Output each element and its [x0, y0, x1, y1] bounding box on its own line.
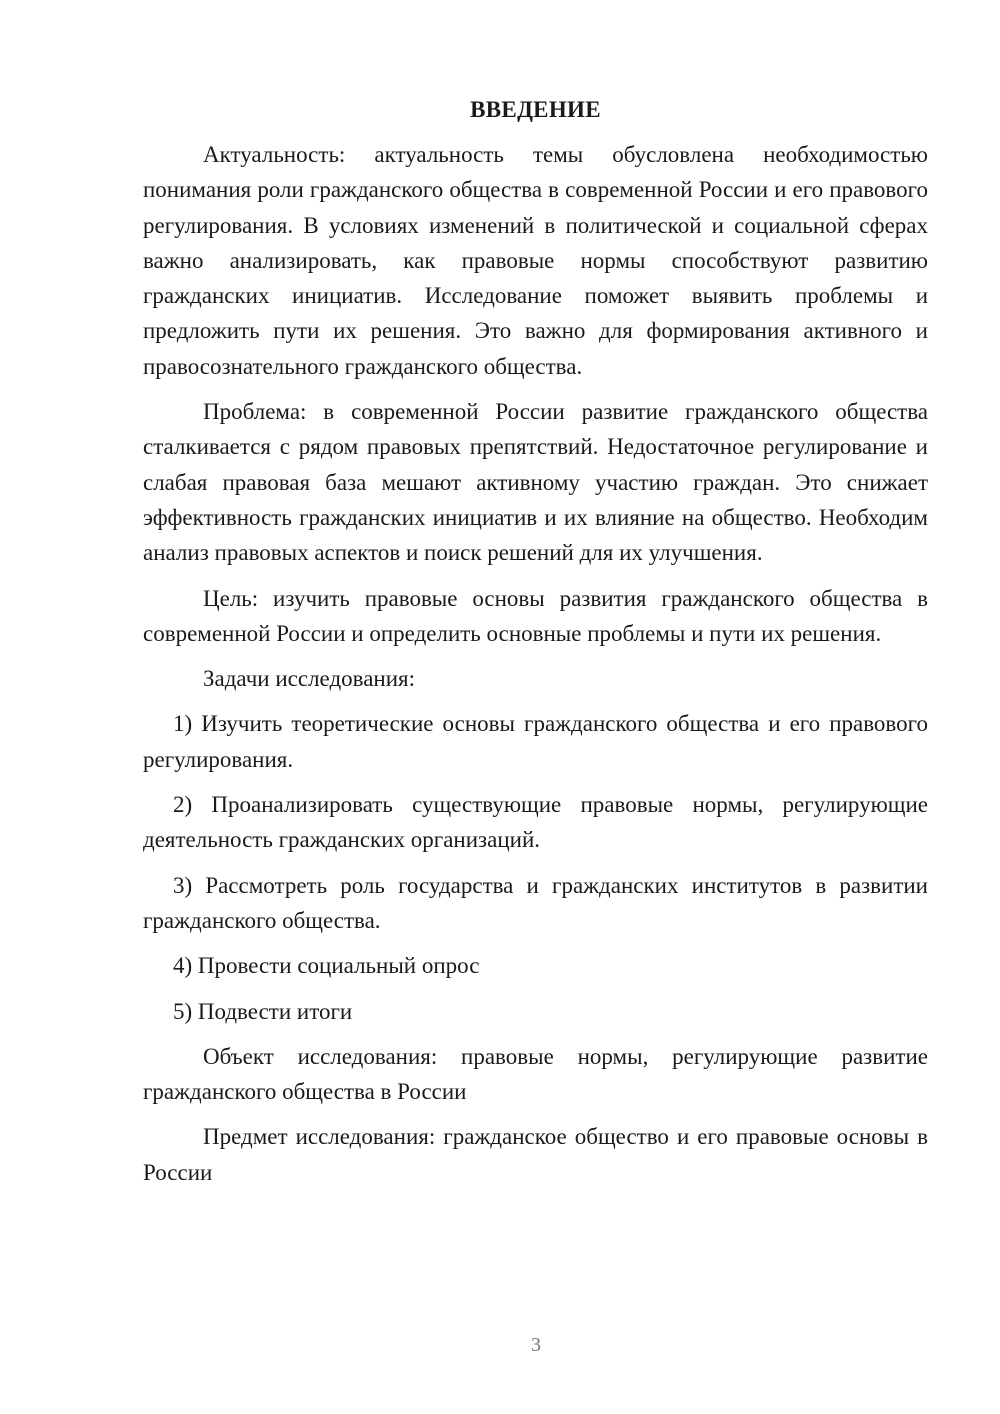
list-item: 1) Изучить теоретические основы гражданского общества и его правового регулирования.: [143, 711, 928, 772]
tasks-list: [143, 706, 928, 1028]
page-content: [143, 95, 928, 1190]
page-title: ВВЕДЕНИЕ: [470, 97, 601, 122]
subject-paragraph: Предмет исследования: гражданское общество и его правовые основы в России: [143, 1124, 928, 1185]
list-item: 5) Подвести итоги: [173, 998, 353, 1024]
list-item: 3) Рассмотреть роль государства и гражданских институтов в развитии гражданского общества.: [143, 872, 928, 933]
tasks-heading: Задачи исследования:: [203, 666, 416, 692]
relevance-paragraph: Актуальность: актуальность темы обусловлена необходимостью понимания роли гражданского общества в современной России и его правового регулирования. В условиях изменений в политической и социальной сферах важно анализировать, как правовые нормы способствуют развитию гражданских инициатив. Исследование поможет выявить проблемы и предложить пути их решения. Это важно для формирования активного и правосознательного гражданского общества.: [143, 142, 928, 379]
list-item: 2) Проанализировать существующие правовые нормы, регулирующие деятельность гражданских организаций.: [143, 792, 928, 853]
goal-paragraph: Цель: изучить правовые основы развития гражданского общества в современной России и определить основные проблемы и пути их решения.: [143, 585, 928, 646]
problem-paragraph: Проблема: в современной России развитие гражданского общества сталкивается с рядом правовых препятствий. Недостаточное регулирование и слабая правовая база мешают активному участию граждан. Это снижает эффективность гражданских инициатив и их влияние на общество. Необходим анализ правовых аспектов и поиск решений для их улучшения.: [143, 399, 928, 566]
list-item: 4) Провести социальный опрос: [173, 953, 480, 979]
object-paragraph: Объект исследования: правовые нормы, регулирующие развитие гражданского общества в России: [143, 1043, 928, 1105]
page-number: 3: [531, 1334, 541, 1356]
